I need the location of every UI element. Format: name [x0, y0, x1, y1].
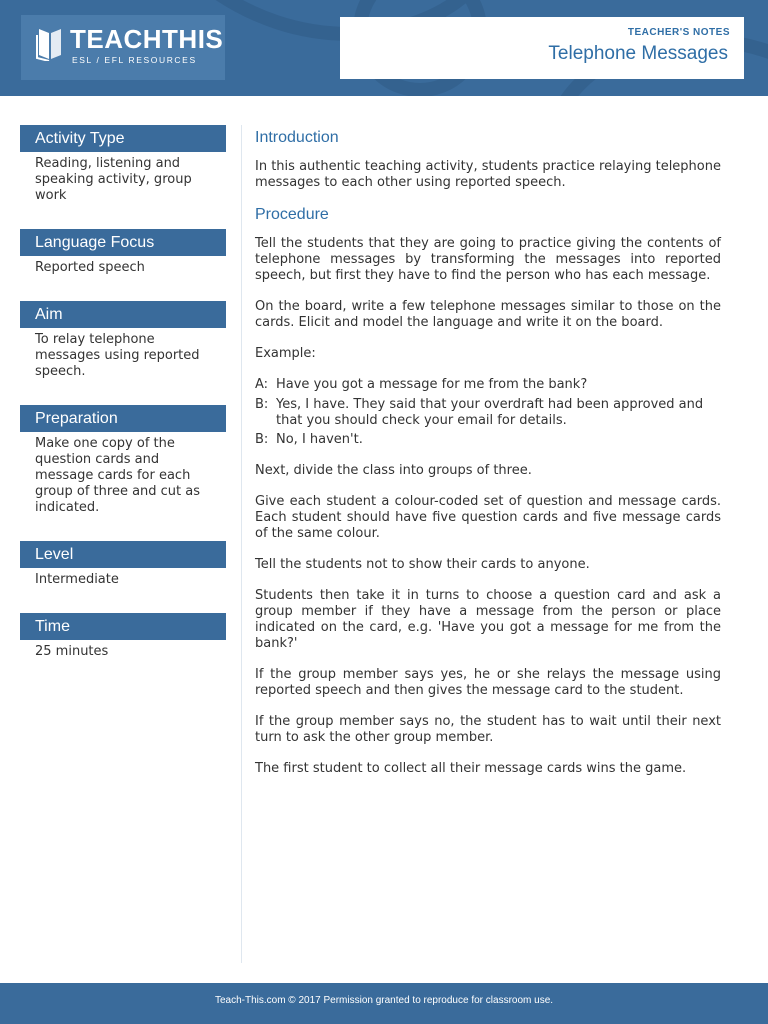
dialog-line: [255, 397, 721, 429]
notes-label: TEACHER'S NOTES: [627, 27, 730, 38]
dialog-text: Yes, I have. They said that your overdraft had been approved and that you should check your email for details.: [276, 397, 704, 428]
introduction-heading: Introduction: [255, 129, 339, 146]
dialog-speaker: B:: [255, 397, 269, 412]
sidebar-heading: Preparation: [20, 405, 226, 432]
sidebar-level: [20, 541, 226, 613]
example-dialog: [255, 377, 721, 448]
logo: [21, 15, 225, 80]
procedure-paragraph: Next, divide the class into groups of three.: [255, 463, 532, 478]
dialog-line: [255, 377, 721, 393]
footer-text: Teach-This.com © 2017 Permission granted to reproduce for classroom use.: [214, 995, 554, 1006]
dialog-text: No, I haven't.: [276, 432, 363, 447]
sidebar-time: [20, 613, 226, 660]
logo-subtitle: ESL / EFL RESOURCES: [72, 55, 197, 65]
page-header: [0, 0, 768, 96]
sidebar-language-focus: [20, 229, 226, 301]
page-footer: [0, 983, 768, 1024]
sidebar-text: Reading, listening and speaking activity, group work: [35, 156, 192, 203]
dialog-speaker: A:: [255, 377, 269, 392]
sidebar-text: Reported speech: [35, 260, 145, 275]
procedure-paragraph: The first student to collect all their message cards wins the game.: [255, 761, 687, 776]
column-divider: [241, 125, 242, 963]
sidebar-preparation: [20, 405, 226, 541]
sidebar-heading: Time: [20, 613, 226, 640]
dialog-text: Have you got a message for me from the bank?: [276, 377, 588, 392]
page-title: Telephone Messages: [548, 43, 728, 64]
sidebar-text: 25 minutes: [35, 644, 109, 659]
sidebar-heading: Aim: [20, 301, 226, 328]
procedure-paragraph: Students then take it in turns to choose a question card and ask a group member if they have a message from the person or place indicated on the card, e.g. 'Have you got a message for me from the bank?': [255, 588, 721, 651]
sidebar-text: Intermediate: [35, 572, 119, 587]
dialog-speaker: B:: [255, 432, 269, 447]
procedure-paragraph: Tell the students that they are going to practice giving the contents of telephone messages by transforming the messages into reported speech, but first they have to find the person who has each message.: [255, 236, 721, 283]
sidebar-text: To relay telephone messages using reported speech.: [35, 332, 200, 379]
procedure-paragraph: If the group member says yes, he or she relays the message using reported speech and then gives the message card to the student.: [255, 667, 721, 698]
sidebar-text: Make one copy of the question cards and message cards for each group of three and cut as indicated.: [35, 436, 201, 515]
procedure-paragraph: Give each student a colour-coded set of question and message cards. Each student should have five question cards and five message cards of the same colour.: [255, 494, 721, 541]
example-label: Example:: [255, 346, 316, 361]
main-content: [255, 128, 721, 777]
sidebar-aim: [20, 301, 226, 405]
procedure-paragraph: Tell the students not to show their cards to anyone.: [255, 557, 590, 572]
sidebar: [20, 125, 226, 660]
procedure-paragraph: If the group member says no, the student has to wait until their next turn to ask the other group member.: [255, 714, 721, 745]
dialog-line: [255, 432, 721, 448]
sidebar-heading: Activity Type: [20, 125, 226, 152]
book-icon: [35, 25, 65, 61]
sidebar-activity-type: [20, 125, 226, 229]
sidebar-heading: Language Focus: [20, 229, 226, 256]
introduction-text: In this authentic teaching activity, students practice relaying telephone messages to each other using reported speech.: [255, 159, 721, 190]
title-box: [340, 17, 744, 79]
logo-title: TEACHTHIS: [70, 24, 224, 54]
sidebar-heading: Level: [20, 541, 226, 568]
procedure-paragraph: On the board, write a few telephone messages similar to those on the cards. Elicit and model the language and write it on the board.: [255, 299, 721, 330]
procedure-heading: Procedure: [255, 206, 329, 223]
